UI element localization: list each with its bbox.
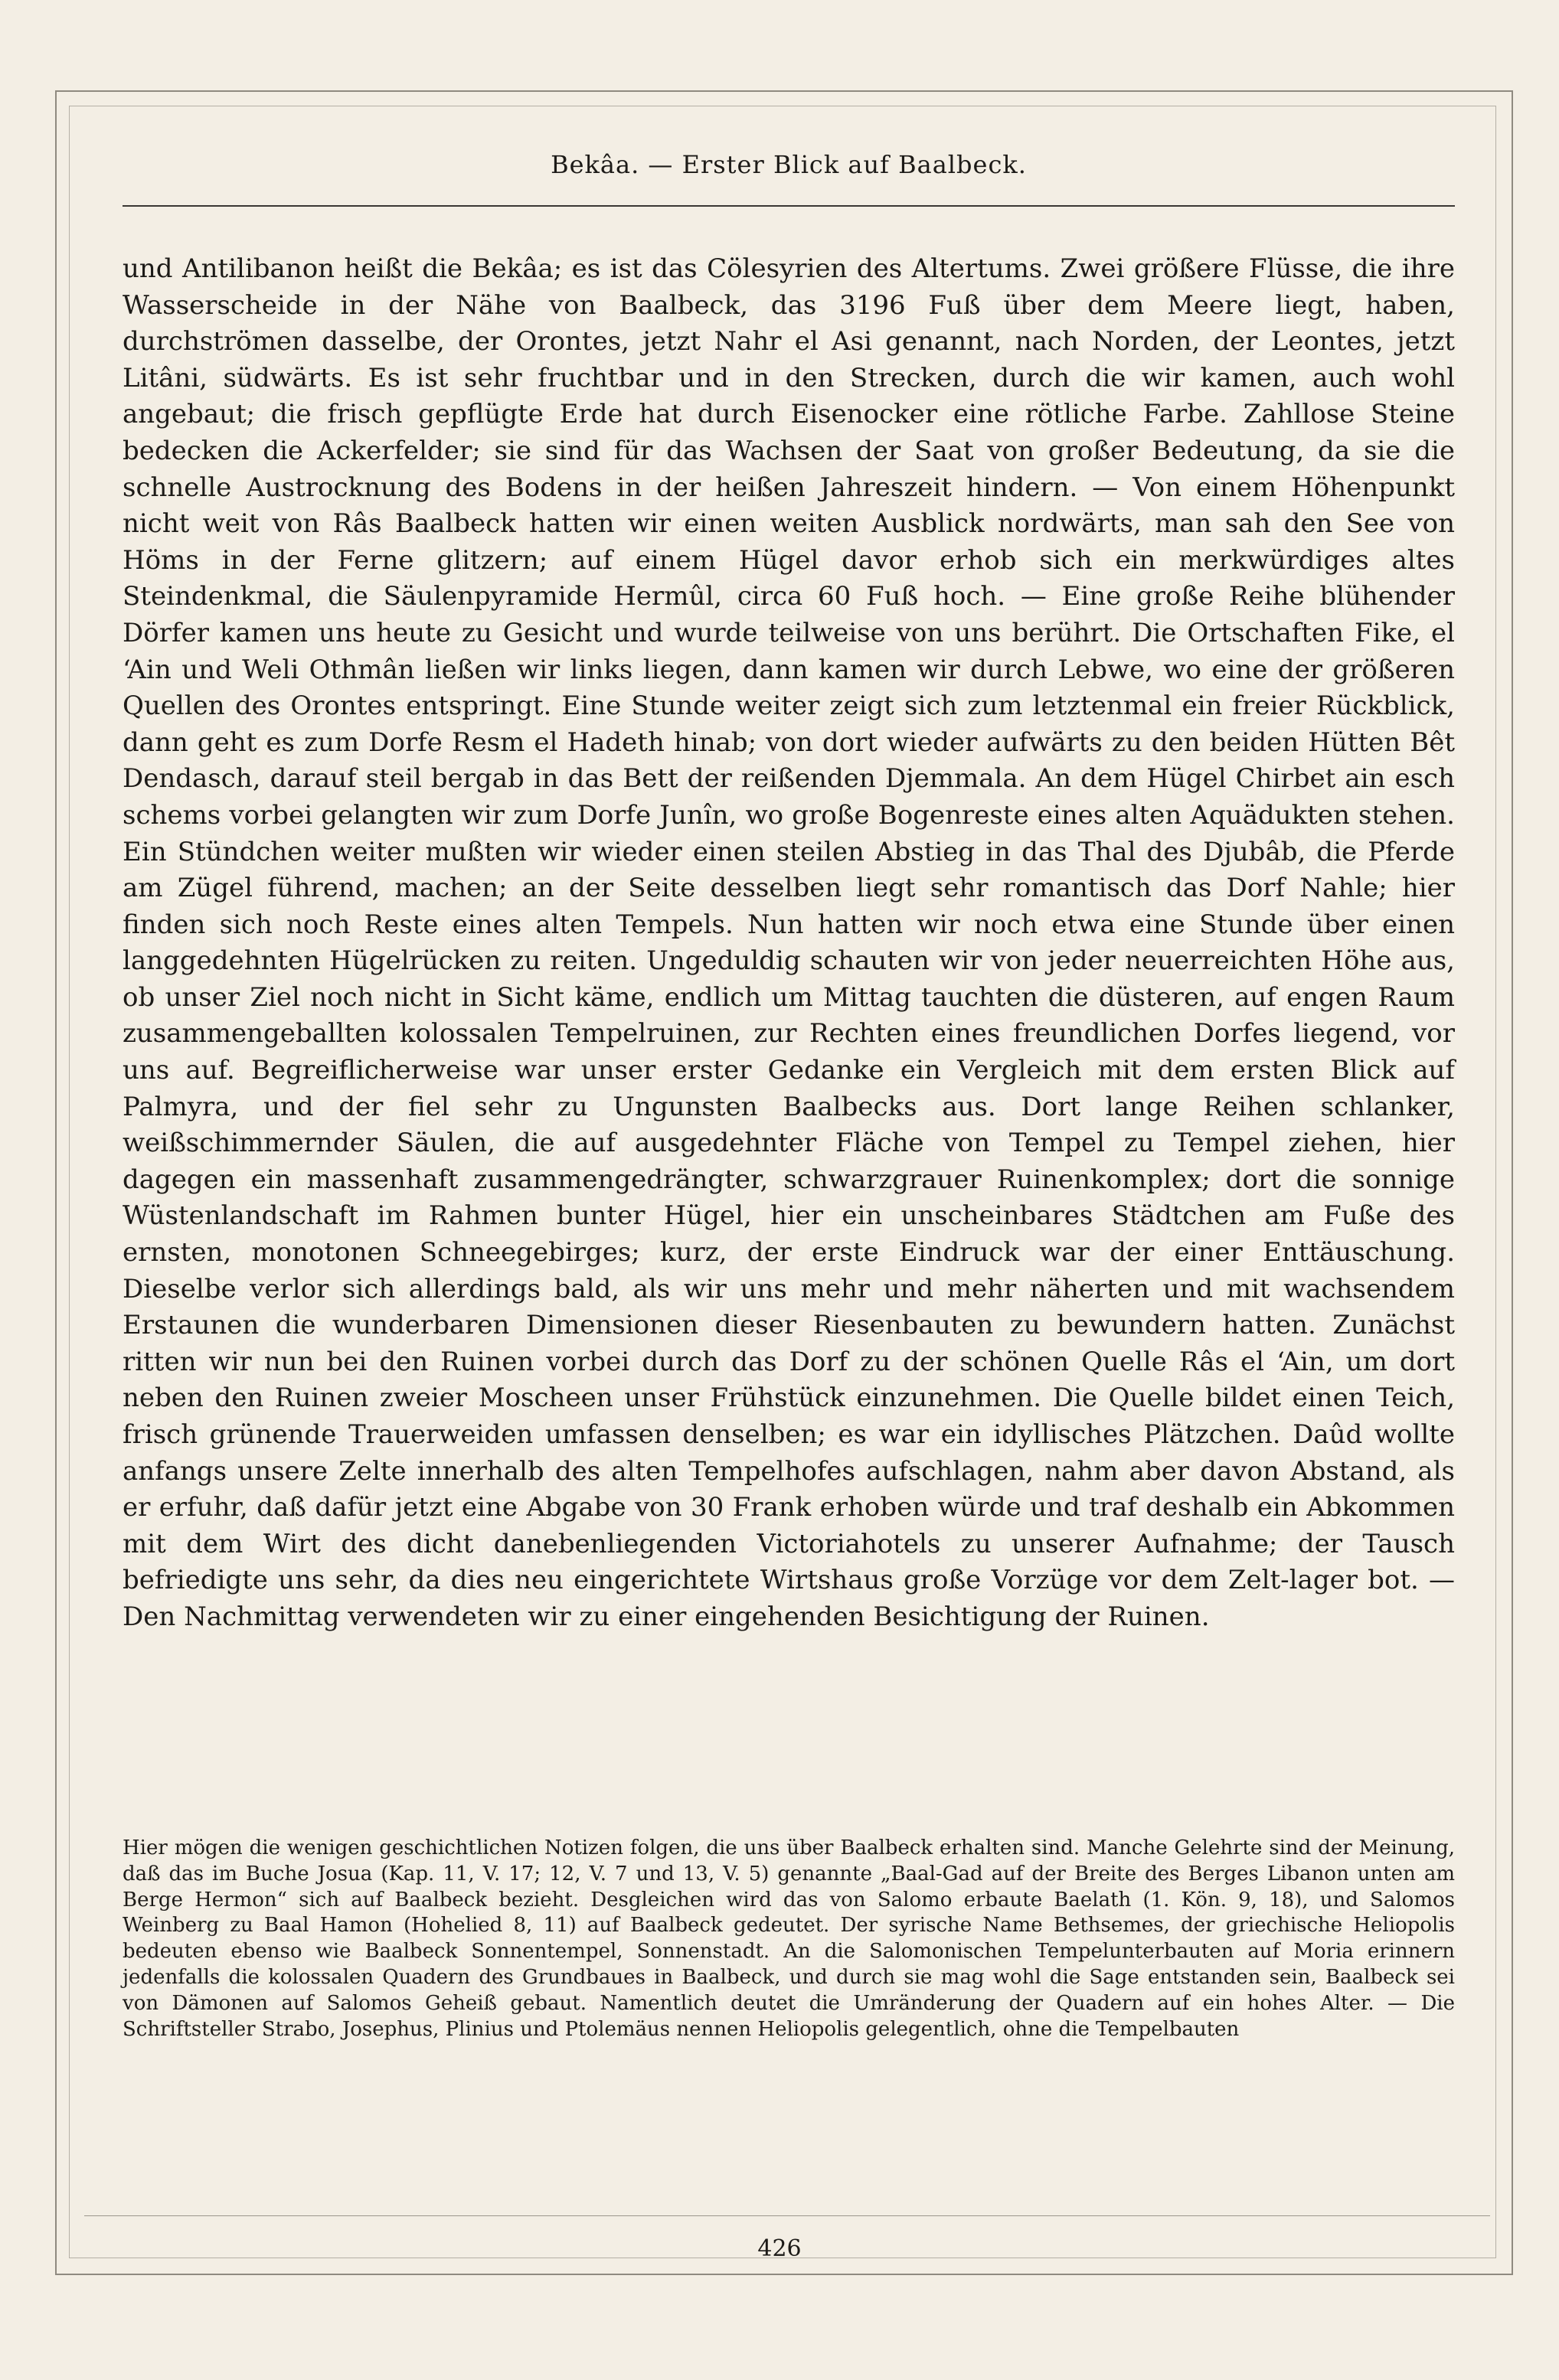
body-paragraph: und Antilibanon heißt die Bekâa; es ist das Cölesyrien des Altertums. Zwei größere Flüsse, die ihre Wasserscheide in der Nähe von Baalbeck, das 3196 Fuß über dem Meere liegt, haben, durchströmen dasselbe, der Orontes, jetzt Nahr el Asi genannt, nach Norden, der Leontes, jetzt Litâni, südwärts. Es ist sehr fruchtbar und in den Strecken, durch die wir kamen, auch wohl angebaut; die frisch gepflügte Erde hat durch Eisenocker eine rötliche Farbe. Zahllose Steine bedecken die Ackerfelder; sie sind für das Wachsen der Saat von großer Bedeutung, da sie die schnelle Austrocknung des Bodens in der heißen Jahreszeit hindern. — Von einem Höhenpunkt nicht weit von Râs Baalbeck hatten wir einen weiten Ausblick nordwärts, man sah den See von Höms in der Ferne glitzern; auf einem Hügel davor erhob sich ein merkwürdiges altes Steindenkmal, die Säulenpyramide Hermûl, circa 60 Fuß hoch. — Eine große Reihe blühender Dörfer kamen uns heute zu Gesicht und wurde teilweise von uns berührt. Die Ortschaften Fike, el ‘Ain und Weli Othmân ließen wir links liegen, dann kamen wir durch Lebwe, wo eine der größeren Quellen des Orontes entspringt. Eine Stunde weiter zeigt sich zum letztenmal ein freier Rückblick, dann geht es zum Dorfe Resm el Hadeth hinab; von dort wieder aufwärts zu den beiden Hütten Bêt Dendasch, darauf steil bergab in das Bett der reißenden Djemmala. An dem Hügel Chirbet ain esch schems vorbei gelangten wir zum Dorfe Junîn, wo große Bogenreste eines alten Aquädukten stehen. Ein Stündchen weiter mußten wir wieder einen steilen Abstieg in das Thal des Djubâb, die Pferde am Zügel führend, machen; an der Seite desselben liegt sehr romantisch das Dorf Nahle; hier finden sich noch Reste eines alten Tempels. Nun hatten wir noch etwa eine Stunde über einen langgedehnten Hügelrücken zu reiten. Ungeduldig schauten wir von jeder neuerreichten Höhe aus, ob unser Ziel noch nicht in Sicht käme, endlich um Mittag tauchten die düsteren, auf engen Raum zusammengeballten kolossalen Tempelruinen, zur Rechten eines freundlichen Dorfes liegend, vor uns auf. Begreiflicherweise war unser erster Gedanke ein Vergleich mit dem ersten Blick auf Palmyra, und der fiel sehr zu Ungunsten Baalbecks aus. Dort lange Reihen schlanker, weißschimmernder Säulen, die auf ausgedehnter Fläche von Tempel zu Tempel ziehen, hier dagegen ein massenhaft zusammengedrängter, schwarzgrauer Ruinenkomplex; dort die sonnige Wüstenlandschaft im Rahmen bunter Hügel, hier ein unscheinbares Städtchen am Fuße des ernsten, monotonen Schneegebirges; kurz, der erste Eindruck war der einer Enttäuschung. Dieselbe verlor sich allerdings bald, als wir uns mehr und mehr näherten und mit wachsendem Erstaunen die wunderbaren Dimensionen dieser Riesenbauten zu bewundern hatten. Zunächst ritten wir nun bei den Ruinen vorbei durch das Dorf zu der schönen Quelle Râs el ‘Ain, um dort neben den Ruinen zweier Moscheen unser Frühstück einzunehmen. Die Quelle bildet einen Teich, frisch grünende Trauerweiden umfassen denselben; es war ein idyllisches Plätzchen. Daûd wollte anfangs unsere Zelte innerhalb des alten Tempelhofes aufschlagen, nahm aber davon Abstand, als er erfuhr, daß dafür jetzt eine Abgabe von 30 Frank erhoben würde und traf deshalb ein Abkommen mit dem Wirt des dicht danebenliegenden Victoriahotels zu unserer Aufnahme; der Tausch befriedigte uns sehr, da dies neu eingerichtete Wirtshaus große Vorzüge vor dem Zelt-lager bot. — Den Nachmittag verwendeten wir zu einer eingehenden Besichtigung der Ruinen. — [123, 253, 1455, 1632]
footnote-block — [123, 1836, 1455, 2042]
main-text — [123, 251, 1455, 1636]
running-head: Bekâa. — Erster Blick auf Baalbeck. — [551, 150, 1027, 179]
footer-rule — [84, 2215, 1490, 2216]
page-number: 426 — [757, 2235, 802, 2262]
footnote-paragraph: Hier mögen die wenigen geschichtlichen Notizen folgen, die uns über Baalbeck erhalten sind. Manche Gelehrte sind der Meinung, daß das im Buche Josua (Kap. 11, V. 17; 12, V. 7 und 13, V. 5) genannte „Baal-Gad auf der Breite des Berges Libanon unten am Berge Hermon“ sich auf Baalbeck bezieht. Desgleichen wird das von Salomo erbaute Baelath (1. Kön. 9, 18), und Salomos Weinberg zu Baal Hamon (Hohelied 8, 11) auf Baalbeck gedeutet. Der syrische Name Bethsemes, der griechische Heliopolis bedeuten ebenso wie Baalbeck Sonnentempel, Sonnenstadt. An die Salomonischen Tempelunterbauten auf Moria erinnern jedenfalls die kolossalen Quadern des Grundbaues in Baalbeck, und durch sie mag wohl die Sage entstanden sein, Baalbeck sei von Dämonen auf Salomos Geheiß gebaut. Namentlich deutet die Umränderung der Quadern auf ein hohes Alter. — Die Schriftsteller Strabo, Josephus, Plinius und Ptolemäus nennen Heliopolis gelegentlich, ohne die Tempelbauten — [123, 1836, 1455, 2041]
header-rule — [123, 205, 1455, 207]
